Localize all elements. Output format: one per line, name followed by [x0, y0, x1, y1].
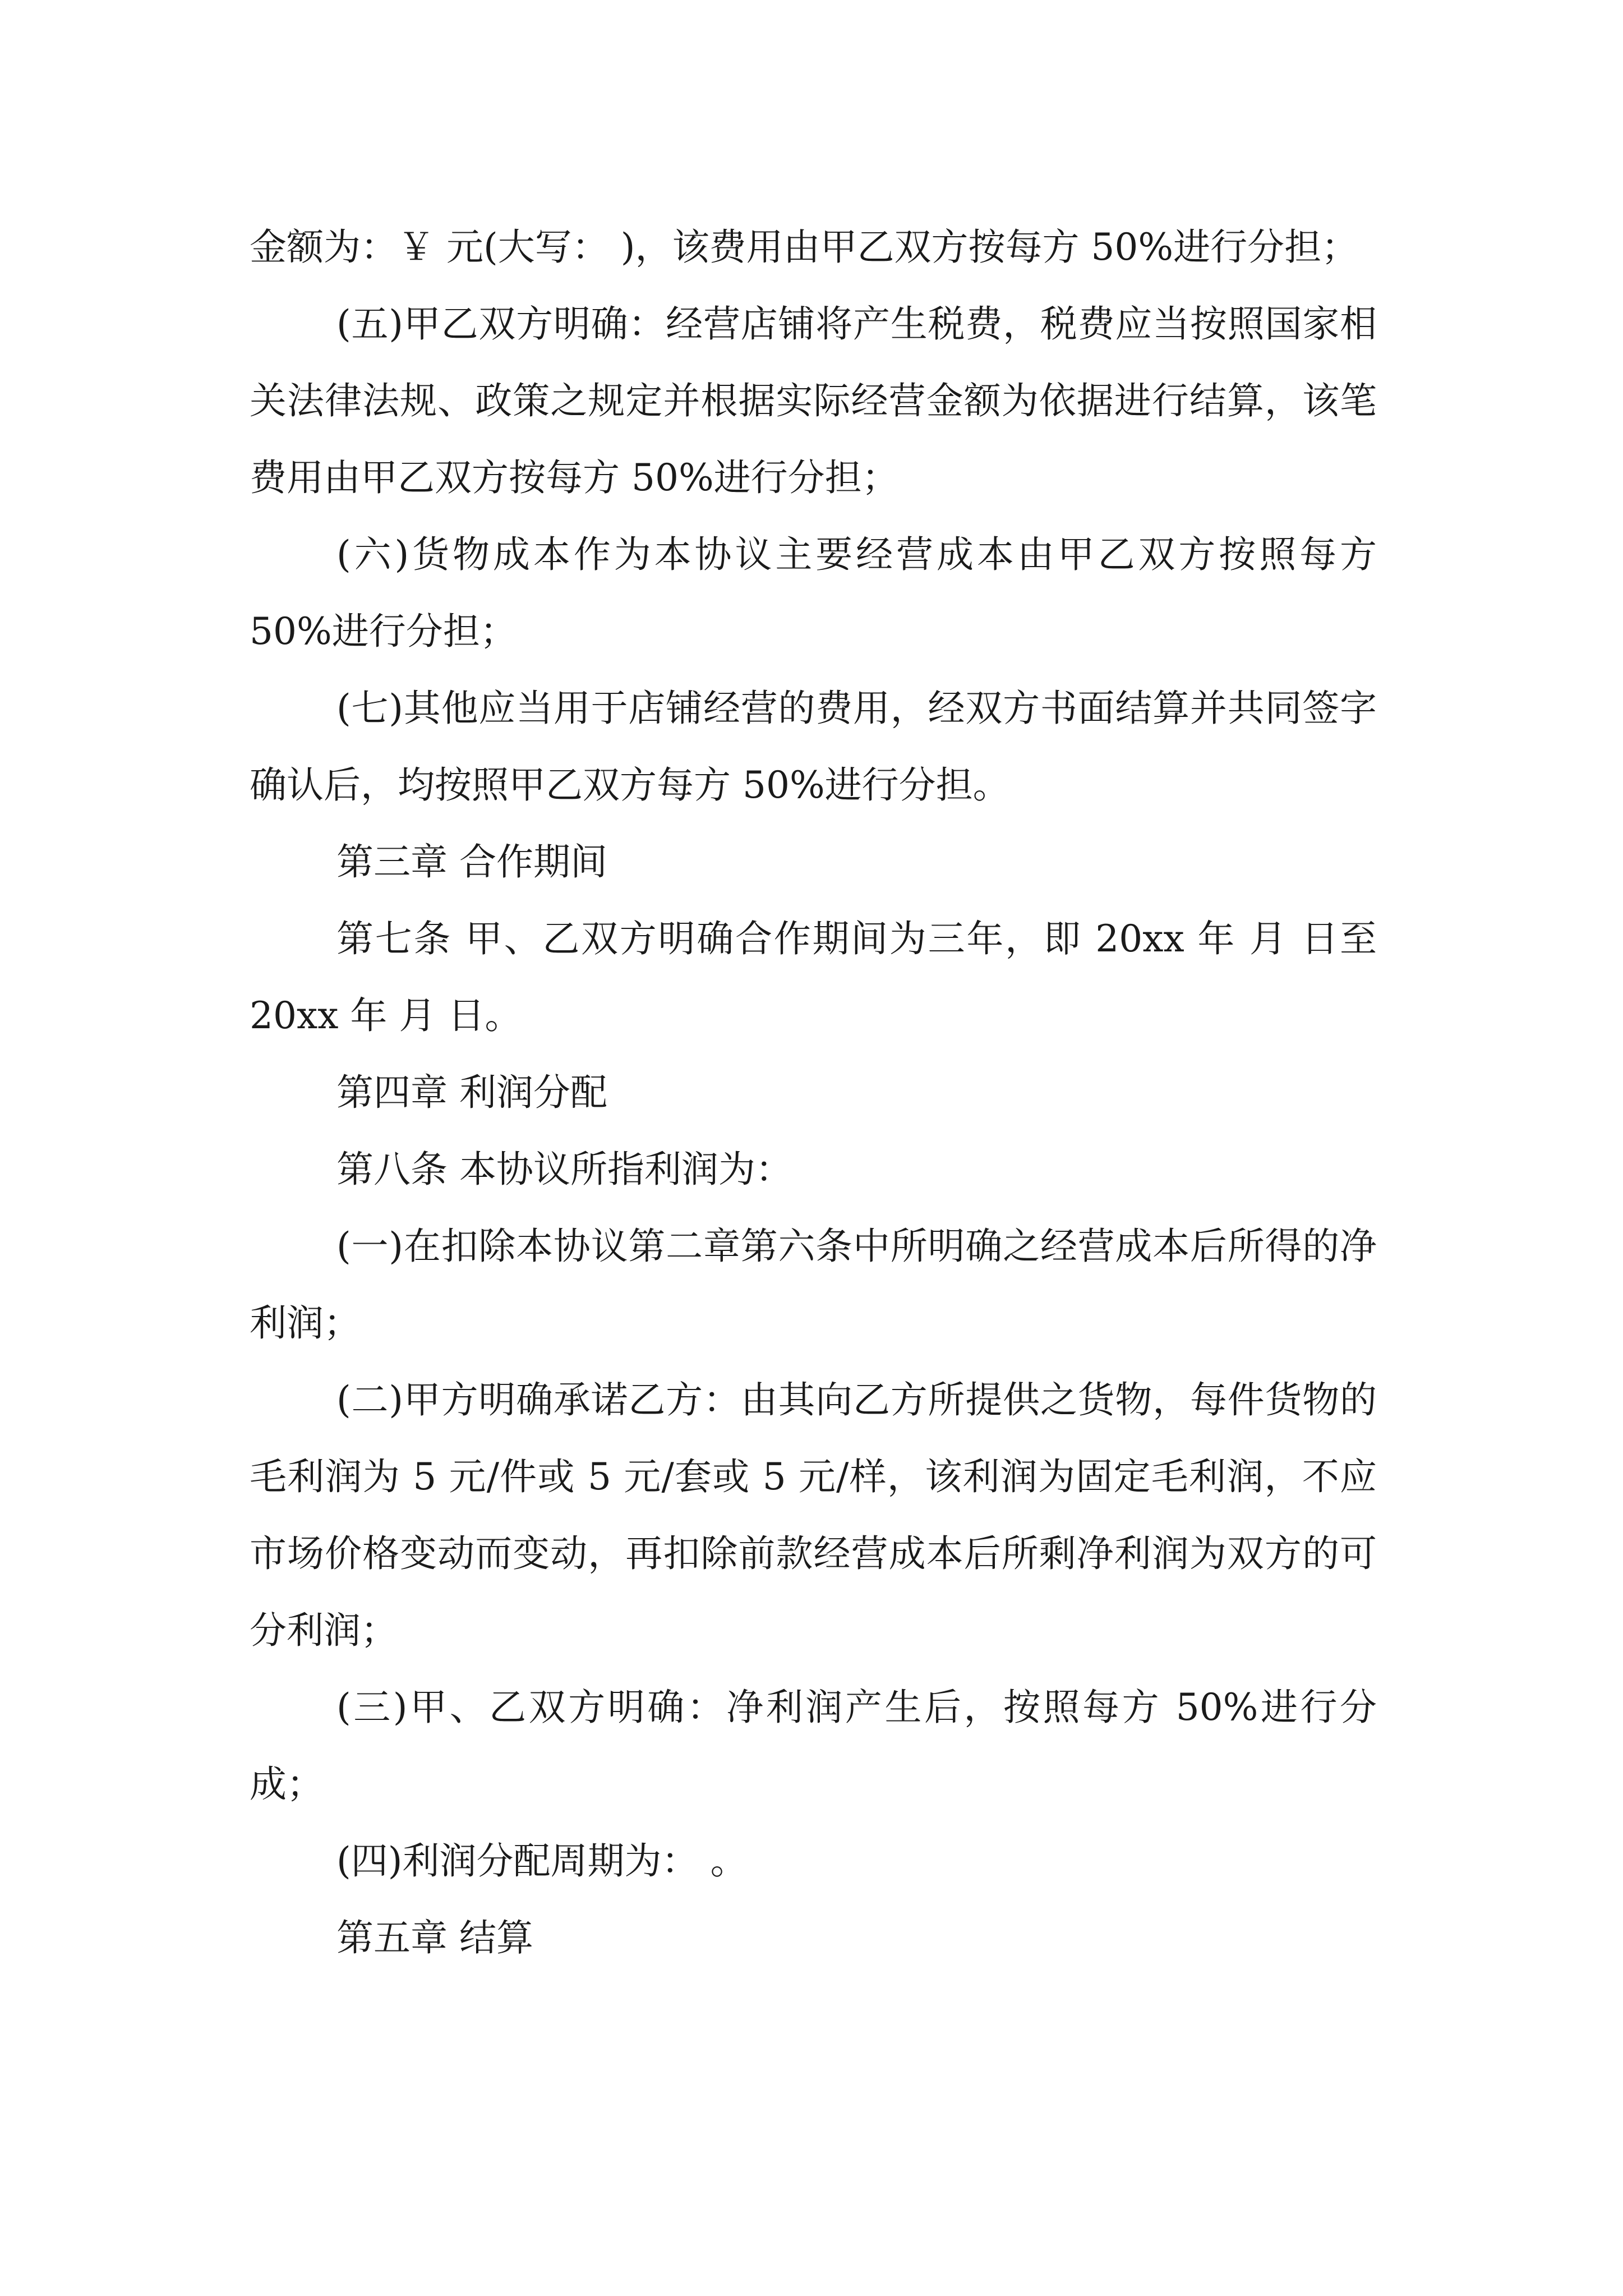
paragraph-other-expenses: (七)其他应当用于店铺经营的费用，经双方书面结算并共同签字确认后，均按照甲乙双方每方 50%进行分担。	[250, 687, 1377, 807]
document-body	[250, 209, 1389, 1976]
article-seven: 第七条 甲、乙双方明确合作期间为三年，即 20xx 年 月 日至 20xx 年 月 日。	[250, 917, 1389, 1037]
paragraph-net-profit: (一)在扣除本协议第二章第六条中所明确之经营成本后所得的净利润；	[250, 1225, 1377, 1345]
article-eight: 第八条 本协议所指利润为：	[336, 1148, 792, 1191]
paragraph-goods-cost: (六)货物成本作为本协议主要经营成本由甲乙双方按照每方 50%进行分担；	[250, 533, 1389, 653]
paragraph-tax-fees: (五)甲乙双方明确：经营店铺将产生税费，税费应当按照国家相关法律法规、政策之规定并根据实际经营金额为依据进行结算，该笔费用由甲乙双方按每方 50%进行分担；	[250, 302, 1377, 499]
chapter-heading-profit-distribution: 第四章 利润分配	[336, 1071, 607, 1114]
paragraph-gross-profit: (二)甲方明确承诺乙方：由其向乙方所提供之货物，每件货物的毛利润为 5 元/件或 5 元/套或 5 元/样，该利润为固定毛利润，不应市场价格变动而变动，再扣除前款经营成本后所剩净利润为双方的可分利润；	[250, 1378, 1377, 1652]
chapter-heading-settlement: 第五章 结算	[336, 1916, 533, 1959]
chapter-heading-cooperation-period: 第三章 合作期间	[336, 840, 607, 884]
paragraph-cost-amount: 金额为：￥ 元(大写： )，该费用由甲乙双方按每方 50%进行分担；	[250, 226, 1359, 269]
paragraph-profit-split: (三)甲、乙双方明确：净利润产生后，按照每方 50%进行分成；	[250, 1686, 1377, 1806]
paragraph-distribution-cycle: (四)利润分配周期为： 。	[336, 1839, 748, 1883]
